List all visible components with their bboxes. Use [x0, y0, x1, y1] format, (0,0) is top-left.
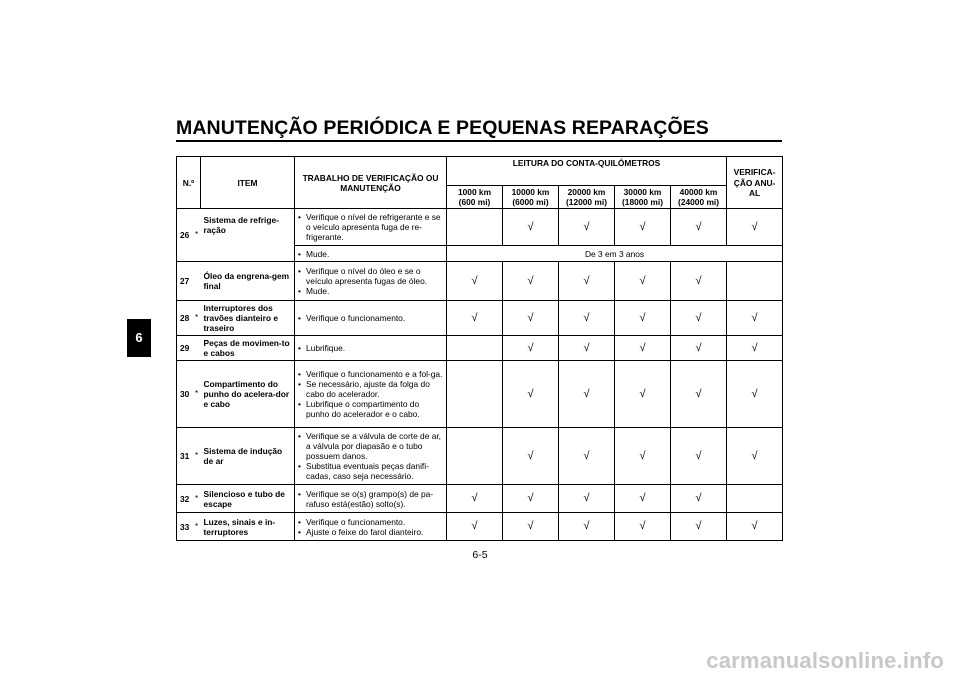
row-item: Compartimento do punho do acelera-dor e cabo [201, 361, 295, 428]
row-item: Interruptores dos travões dianteiro e traseiro [201, 301, 295, 336]
header-odo-col [671, 186, 727, 209]
task-list [297, 212, 444, 242]
row-task [295, 361, 447, 428]
row-star: * [193, 209, 201, 262]
empty-cell [727, 262, 783, 301]
header-odo-col [447, 186, 503, 209]
check-mark-cell [671, 301, 727, 336]
check-mark-cell [727, 209, 783, 246]
header-odometer: LEITURA DO CONTA-QUILÓMETROS [447, 157, 727, 186]
check-mark-icon: √ [751, 311, 758, 324]
check-mark-cell [503, 485, 559, 513]
check-mark-icon: √ [527, 220, 534, 233]
table-row [177, 209, 783, 246]
table-row [177, 361, 783, 428]
odo-km: 30000 km [623, 187, 662, 197]
check-mark-icon: √ [751, 387, 758, 400]
check-mark-cell [447, 301, 503, 336]
check-mark-cell [671, 513, 727, 541]
check-mark-cell [559, 485, 615, 513]
check-mark-cell [671, 336, 727, 361]
row-star: * [193, 361, 201, 428]
check-mark-cell [727, 361, 783, 428]
row-star [193, 336, 201, 361]
check-mark-icon: √ [639, 387, 646, 400]
check-mark-icon: √ [583, 492, 590, 505]
header-odo-col [503, 186, 559, 209]
empty-cell [727, 485, 783, 513]
check-mark-icon: √ [583, 341, 590, 354]
check-mark-cell [615, 485, 671, 513]
check-mark-cell [671, 262, 727, 301]
check-mark-icon: √ [639, 220, 646, 233]
task-list [297, 489, 444, 509]
odo-km: 1000 km [457, 187, 492, 197]
check-mark-icon: √ [527, 311, 534, 324]
check-mark-icon: √ [527, 520, 534, 533]
check-mark-icon: √ [583, 220, 590, 233]
empty-cell [447, 209, 503, 246]
row-item: Silencioso e tubo de escape [201, 485, 295, 513]
task-item: • Mude. [297, 249, 444, 259]
check-mark-icon: √ [583, 311, 590, 324]
row-number: 26 [177, 209, 193, 262]
row-number: 31 [177, 428, 193, 485]
row-star: * [193, 485, 201, 513]
page-number: 6-5 [472, 549, 488, 561]
check-mark-icon: √ [695, 492, 702, 505]
task-item: • Substitua eventuais peças danifi-cadas, caso seja necessário. [297, 461, 444, 481]
row-task [295, 246, 447, 262]
task-item: • Se necessário, ajuste da folga do cabo do acelerador. [297, 379, 444, 399]
row-task [295, 513, 447, 541]
check-mark-cell [447, 513, 503, 541]
row-number: 33 [177, 513, 193, 541]
task-item: • Lubrifique. [297, 343, 444, 353]
check-mark-icon: √ [695, 387, 702, 400]
empty-cell [447, 361, 503, 428]
task-item: • Verifique se o(s) grampo(s) de pa-rafuso está(estão) solto(s). [297, 489, 444, 509]
check-mark-cell [559, 301, 615, 336]
row-item: Óleo da engrena-gem final [201, 262, 295, 301]
row-number: 28 [177, 301, 193, 336]
table-row [177, 513, 783, 541]
check-mark-icon: √ [527, 341, 534, 354]
table-row [177, 428, 783, 485]
check-mark-icon: √ [639, 341, 646, 354]
odo-km: 20000 km [567, 187, 606, 197]
check-mark-cell [503, 209, 559, 246]
task-list [297, 369, 444, 419]
check-mark-icon: √ [695, 311, 702, 324]
row-item: Sistema de indução de ar [201, 428, 295, 485]
task-list [297, 517, 444, 537]
check-mark-icon: √ [583, 449, 590, 462]
check-mark-icon: √ [583, 274, 590, 287]
check-mark-cell [503, 336, 559, 361]
check-mark-icon: √ [471, 274, 478, 287]
task-item: • Verifique o nível de refrigerante e se o veículo apresenta fuga de re-frigerante. [297, 212, 444, 242]
row-task [295, 336, 447, 361]
task-list [297, 249, 444, 259]
row-number: 30 [177, 361, 193, 428]
check-mark-cell [615, 262, 671, 301]
check-mark-cell [727, 428, 783, 485]
odo-mi: (18000 mi) [622, 197, 663, 208]
row-item: Luzes, sinais e in-terruptores [201, 513, 295, 541]
row-number: 32 [177, 485, 193, 513]
check-mark-icon: √ [695, 274, 702, 287]
row-item: Peças de movimen-to e cabos [201, 336, 295, 361]
check-mark-cell [503, 301, 559, 336]
row-task [295, 301, 447, 336]
check-mark-cell [503, 513, 559, 541]
check-mark-cell [559, 262, 615, 301]
check-mark-icon: √ [695, 220, 702, 233]
check-mark-icon: √ [471, 520, 478, 533]
table-row [177, 301, 783, 336]
check-mark-icon: √ [751, 449, 758, 462]
header-annual: VERIFICA-ÇÃO ANU-AL [727, 157, 783, 209]
task-item: • Lubrifique o compartimento do punho do acelerador e o cabo. [297, 399, 444, 419]
check-mark-cell [447, 262, 503, 301]
check-mark-cell [503, 361, 559, 428]
check-mark-cell [727, 513, 783, 541]
check-mark-icon: √ [751, 341, 758, 354]
task-item: • Verifique se a válvula de corte de ar, a válvula por diapasão e o tubo possuem danos. [297, 431, 444, 461]
empty-cell [447, 336, 503, 361]
check-mark-cell [615, 513, 671, 541]
check-mark-cell [503, 428, 559, 485]
task-item: • Ajuste o feixe do farol dianteiro. [297, 527, 444, 537]
check-mark-cell [615, 209, 671, 246]
odo-mi: (6000 mi) [512, 197, 549, 208]
check-mark-cell [559, 513, 615, 541]
check-mark-icon: √ [583, 520, 590, 533]
task-list [297, 266, 444, 296]
check-mark-cell [671, 428, 727, 485]
check-mark-cell [615, 301, 671, 336]
check-mark-cell [671, 485, 727, 513]
row-task [295, 209, 447, 246]
check-mark-icon: √ [639, 449, 646, 462]
check-mark-cell [671, 361, 727, 428]
header-row [177, 157, 783, 186]
task-list [297, 431, 444, 481]
odo-km: 10000 km [511, 187, 550, 197]
page-title: MANUTENÇÃO PERIÓDICA E PEQUENAS REPARAÇÕES [176, 117, 709, 139]
check-mark-icon: √ [639, 492, 646, 505]
task-item: • Verifique o funcionamento e a fol-ga. [297, 369, 444, 379]
check-mark-icon: √ [695, 449, 702, 462]
title-rule [176, 140, 782, 142]
row-star [193, 262, 201, 301]
task-item: • Mude. [297, 286, 444, 296]
interval-note: De 3 em 3 anos [447, 246, 783, 262]
maintenance-table [176, 156, 783, 541]
check-mark-icon: √ [471, 492, 478, 505]
check-mark-icon: √ [527, 449, 534, 462]
row-star: * [193, 428, 201, 485]
row-number: 29 [177, 336, 193, 361]
check-mark-icon: √ [639, 274, 646, 287]
task-item: • Verifique o funcionamento. [297, 517, 444, 527]
table-row [177, 262, 783, 301]
task-list [297, 343, 444, 353]
check-mark-cell [615, 336, 671, 361]
check-mark-cell [615, 428, 671, 485]
check-mark-icon: √ [471, 311, 478, 324]
watermark: carmanualsonline.info [706, 648, 944, 673]
check-mark-cell [559, 336, 615, 361]
header-no: N.º [177, 157, 201, 209]
check-mark-icon: √ [527, 274, 534, 287]
check-mark-icon: √ [751, 220, 758, 233]
row-number: 27 [177, 262, 193, 301]
check-mark-icon: √ [583, 387, 590, 400]
row-task [295, 428, 447, 485]
task-item: • Verifique o funcionamento. [297, 313, 444, 323]
check-mark-icon: √ [695, 520, 702, 533]
row-task [295, 262, 447, 301]
header-odo-col [559, 186, 615, 209]
odo-mi: (12000 mi) [566, 197, 607, 208]
chapter-tab: 6 [127, 319, 151, 357]
check-mark-icon: √ [527, 387, 534, 400]
row-item: Sistema de refrige-ração [201, 209, 295, 262]
check-mark-icon: √ [639, 311, 646, 324]
header-odo-col [615, 186, 671, 209]
check-mark-cell [503, 262, 559, 301]
row-task [295, 485, 447, 513]
check-mark-cell [559, 209, 615, 246]
task-item: • Verifique o nível do óleo e se o veículo apresenta fugas de óleo. [297, 266, 444, 286]
row-star: * [193, 513, 201, 541]
check-mark-cell [559, 361, 615, 428]
odo-km: 40000 km [679, 187, 718, 197]
check-mark-cell [727, 301, 783, 336]
table-row [177, 336, 783, 361]
task-list [297, 313, 444, 323]
check-mark-icon: √ [695, 341, 702, 354]
check-mark-icon: √ [751, 520, 758, 533]
header-item: ITEM [201, 157, 295, 209]
check-mark-icon: √ [639, 520, 646, 533]
check-mark-cell [727, 336, 783, 361]
row-star: * [193, 301, 201, 336]
check-mark-cell [447, 485, 503, 513]
check-mark-cell [615, 361, 671, 428]
check-mark-cell [559, 428, 615, 485]
odo-mi: (600 mi) [458, 197, 491, 208]
empty-cell [447, 428, 503, 485]
table-row [177, 485, 783, 513]
odo-mi: (24000 mi) [678, 197, 720, 208]
check-mark-cell [671, 209, 727, 246]
header-task: TRABALHO DE VERIFICAÇÃO OU MANUTENÇÃO [295, 157, 447, 209]
check-mark-icon: √ [527, 492, 534, 505]
